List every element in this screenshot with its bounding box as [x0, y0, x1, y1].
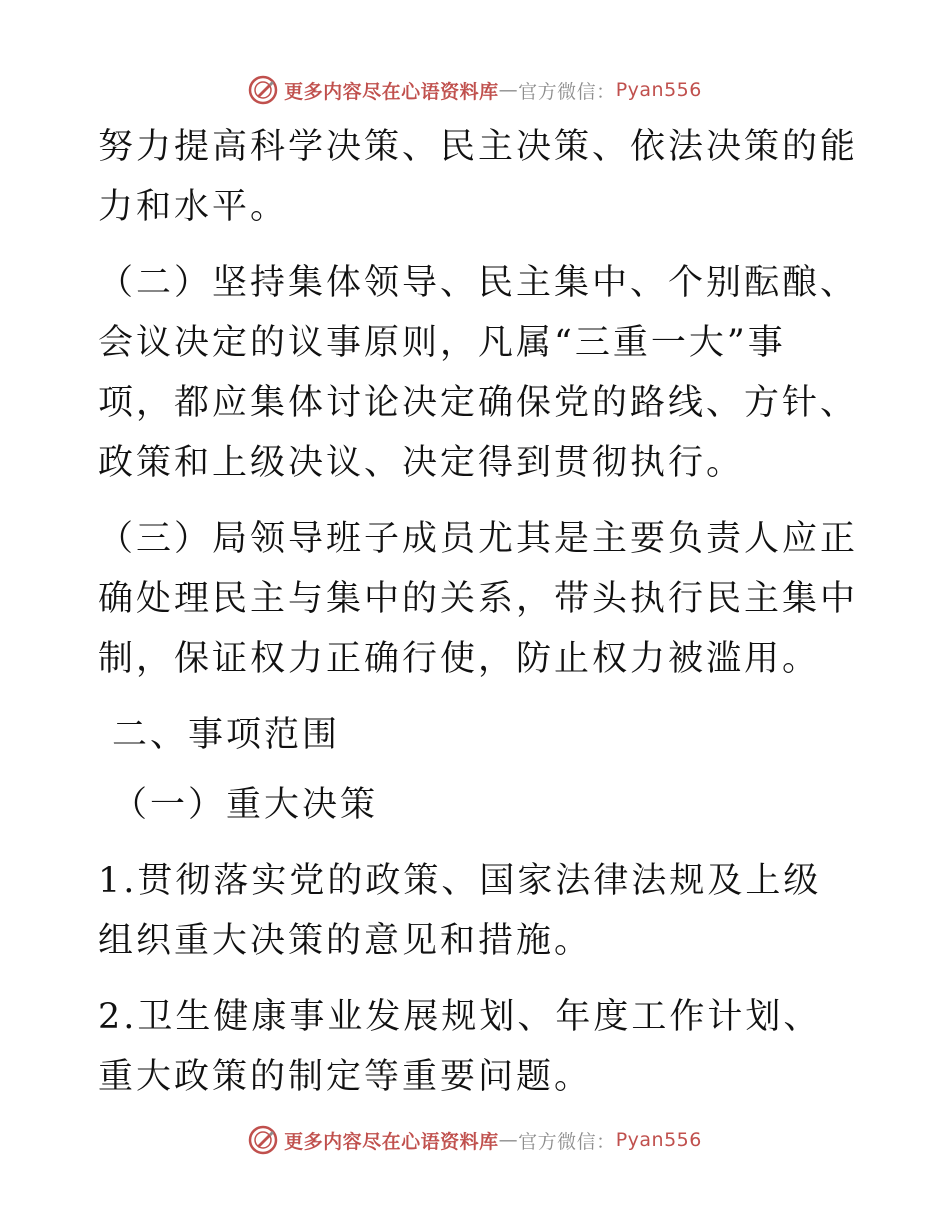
paragraph-principle-3: （三）局领导班子成员尤其是主要负责人应正确处理民主与集中的关系，带头执行民主集中制，保证权力正确行使，防止权力被滥用。 — [98, 519, 859, 679]
watermark-brand: 更多内容尽在心语资料库 — [284, 80, 499, 103]
watermark-separator: — — [498, 1129, 519, 1151]
watermark-separator: — — [498, 79, 519, 101]
logo-icon — [248, 75, 278, 105]
list-item-2: 2.卫生健康事业发展规划、年度工作计划、重大政策的制定等重要问题。 — [98, 997, 822, 1097]
document-body — [98, 117, 858, 1107]
list-item-1: 1.贯彻落实党的政策、国家法律法规及上级组织重大决策的意见和措施。 — [98, 861, 822, 961]
section-heading-scope: 二、事项范围 — [112, 715, 341, 755]
watermark-label: 官方微信： — [518, 80, 616, 103]
footer-watermark — [0, 1120, 950, 1160]
watermark-wechat-id: Pyan556 — [615, 1129, 702, 1151]
logo-icon — [248, 1125, 278, 1155]
paragraph-continuation: 努力提高科学决策、民主决策、依法决策的能力和水平。 — [98, 127, 859, 227]
watermark-wechat-id: Pyan556 — [615, 79, 702, 101]
watermark-brand: 更多内容尽在心语资料库 — [284, 1130, 499, 1153]
header-watermark — [0, 70, 950, 110]
watermark-label: 官方微信： — [518, 1130, 616, 1153]
paragraph-principle-2: （二）坚持集体领导、民主集中、个别酝酿、会议决定的议事原则，凡属“三重一大”事项，都应集体讨论决定确保党的路线、方针、政策和上级决议、决定得到贯彻执行。 — [98, 263, 859, 483]
subsection-heading-major-decisions: （一）重大决策 — [112, 785, 379, 825]
